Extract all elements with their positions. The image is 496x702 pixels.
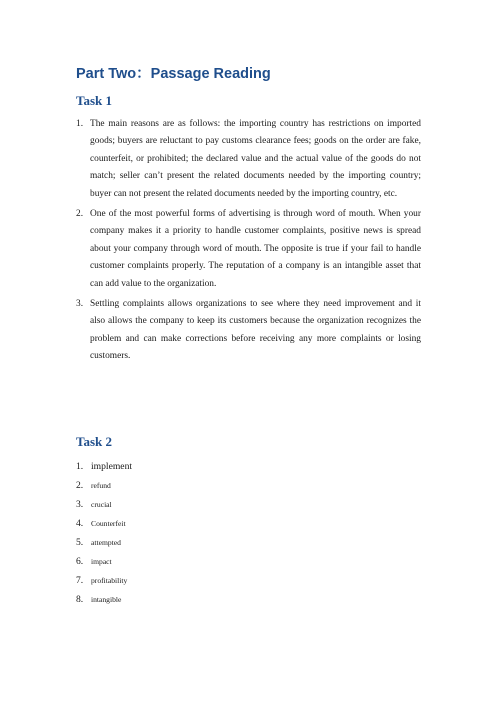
task2-answer-word: implement — [91, 461, 133, 472]
task2-answer-item — [76, 535, 132, 554]
task2-answer-number: 6. — [76, 556, 84, 567]
task1-answer-number: 2. — [76, 209, 84, 220]
task2-title: Task 2 — [76, 434, 113, 449]
task2-answer-word: intangible — [91, 595, 122, 604]
part-heading: Part Two：Passage Reading — [76, 66, 271, 82]
task1-answer-item — [76, 206, 421, 293]
task2-answer-word: attempted — [91, 538, 121, 547]
task2-answer-word: crucial — [91, 500, 112, 509]
task2-answer-number: 3. — [76, 499, 84, 510]
task2-answer-number: 4. — [76, 518, 84, 529]
task1-answer-number: 3. — [76, 299, 84, 310]
task2-answer-list — [76, 459, 132, 611]
task2-answer-item — [76, 573, 132, 592]
task1-answer-text: Settling complaints allows organizations to see where they need improvement and it also allows the company to keep its customers because the organization recognizes the problem and can make corrections before receiving any more complaints or losing customers. — [90, 299, 421, 362]
task2-answer-word: refund — [91, 481, 111, 490]
task2-answer-number: 1. — [76, 461, 84, 472]
task2-answer-number: 7. — [76, 575, 84, 586]
task2-answer-word: profitability — [91, 576, 128, 585]
task1-answer-list — [76, 116, 421, 366]
task2-answer-number: 5. — [76, 537, 84, 548]
task2-answer-word: impact — [91, 557, 112, 566]
task2-answer-item — [76, 516, 132, 535]
task2-answer-item — [76, 554, 132, 573]
task1-answer-text: One of the most powerful forms of advertising is through word of mouth. When your company makes it a priority to handle customer complaints, positive news is spread about your company through word of mouth. The opposite is true if your fail to handle customer complaints properly. The reputation of a company is an intangible asset that can add value to the organization. — [90, 209, 421, 289]
task1-answer-text: The main reasons are as follows: the importing country has restrictions on imported goods; buyers are reluctant to pay customs clearance fees; goods on the order are fake, counterfeit, or prohibited; the declared value and the actual value of the goods do not match; seller can’t present the related documents needed by the importing country; buyer can not present the related documents needed by the importing country, etc. — [90, 119, 421, 199]
task2-answer-word: Counterfeit — [91, 519, 126, 528]
task1-answer-number: 1. — [76, 119, 84, 129]
task2-answer-number: 2. — [76, 480, 84, 491]
task1-answer-item — [76, 296, 421, 366]
task1-title: Task 1 — [76, 93, 113, 108]
task1-answer-item — [76, 116, 421, 203]
task2-answer-item — [76, 478, 132, 497]
task2-answer-item — [76, 459, 132, 478]
task2-answer-number: 8. — [76, 594, 84, 605]
task2-answer-item — [76, 497, 132, 516]
task2-answer-item — [76, 592, 132, 611]
